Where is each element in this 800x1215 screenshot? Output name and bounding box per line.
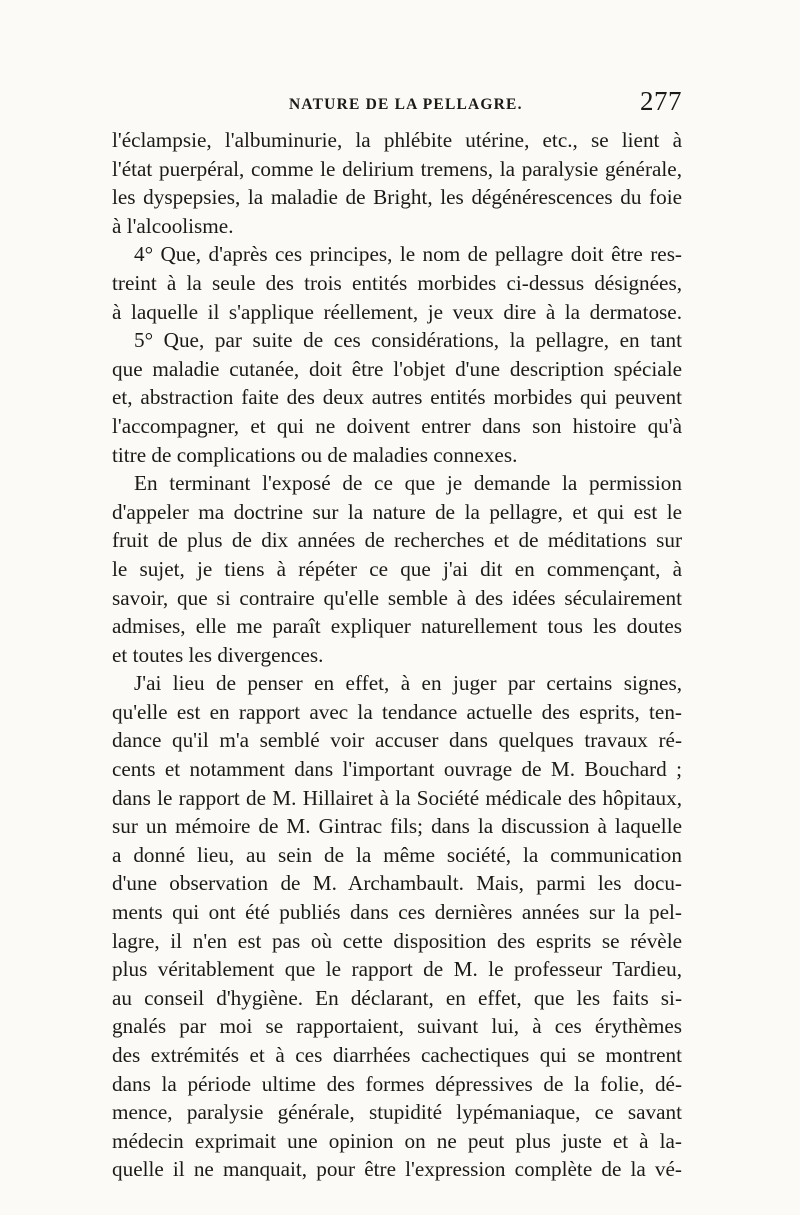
text-line: savoir, que si contraire qu'elle semble à des idées séculairement <box>112 585 682 610</box>
page-header <box>112 86 682 124</box>
text-line: a donné lieu, au sein de la même société, la communication <box>112 842 682 867</box>
text-line: des extrémités et à ces diarrhées cachectiques qui se montrent <box>112 1043 682 1067</box>
text-line: l'accompagner, et qui ne doivent entrer dans son histoire qu'à <box>112 413 682 438</box>
text-line: plus véritablement que le rapport de M. le professeur Tardieu, <box>112 957 682 982</box>
text-line: treint à la seule des trois entités morbides ci-dessus désignées, <box>112 270 682 295</box>
running-title: NATURE DE LA PELLAGRE. <box>289 96 523 113</box>
text-line: cents et notamment dans l'important ouvrage de M. Bouchard ; <box>112 757 682 782</box>
page-number: 277 <box>640 86 682 116</box>
text-line: et toutes les divergences. <box>112 642 324 667</box>
body-text <box>112 126 682 1184</box>
text-line: En terminant l'exposé de ce que je demande la permission <box>134 471 682 496</box>
text-line: ments qui ont été publiés dans ces dernières années sur la pel- <box>112 900 682 925</box>
text-line: le sujet, je tiens à répéter ce que j'ai dit en commençant, à <box>112 556 682 581</box>
text-line: d'appeler ma doctrine sur la nature de la pellagre, et qui est le <box>112 499 682 524</box>
text-line: dance qu'il m'a semblé voir accuser dans quelques travaux ré- <box>112 728 682 753</box>
text-line: 5° Que, par suite de ces considérations, la pellagre, en tant <box>134 328 682 353</box>
text-line: et, abstraction faite des deux autres entités morbides qui peuvent <box>112 385 682 410</box>
text-line: qu'elle est en rapport avec la tendance actuelle des esprits, ten- <box>112 699 682 724</box>
text-line: que maladie cutanée, doit être l'objet d'une description spéciale <box>112 356 682 381</box>
text-line: dans le rapport de M. Hillairet à la Société médicale des hôpitaux, <box>112 785 682 810</box>
text-line: gnalés par moi se rapportaient, suivant lui, à ces érythèmes <box>112 1014 682 1039</box>
text-line: titre de complications ou de maladies connexes. <box>112 442 518 467</box>
text-line: 4° Que, d'après ces principes, le nom de pellagre doit être res- <box>134 242 682 267</box>
text-line: quelle il ne manquait, pour être l'expression complète de la vé- <box>112 1157 682 1182</box>
text-line: médecin exprimait une opinion on ne peut plus juste et à la- <box>112 1128 682 1153</box>
text-line: au conseil d'hygiène. En déclarant, en effet, que les faits si- <box>112 985 682 1010</box>
text-line: lagre, il n'en est pas où cette disposition des esprits se révèle <box>112 928 682 953</box>
text-line: admises, elle me paraît expliquer naturellement tous les doutes <box>112 614 682 639</box>
text-line: d'une observation de M. Archambault. Mais, parmi les docu- <box>112 871 682 896</box>
text-line: dans la période ultime des formes dépressives de la folie, dé- <box>112 1071 682 1096</box>
text-line: l'état puerpéral, comme le delirium tremens, la paralysie générale, <box>112 156 682 181</box>
text-line: les dyspepsies, la maladie de Bright, les dégénérescences du foie <box>112 185 682 210</box>
text-line: fruit de plus de dix années de recherches et de méditations sur <box>112 528 682 553</box>
text-line: à laquelle il s'applique réellement, je veux dire à la dermatose. <box>112 299 682 324</box>
text-line: J'ai lieu de penser en effet, à en juger par certains signes, <box>134 671 682 696</box>
text-line: à l'alcoolisme. <box>112 213 234 238</box>
text-line: l'éclampsie, l'albuminurie, la phlébite utérine, etc., se lient à <box>112 128 682 152</box>
text-line: sur un mémoire de M. Gintrac fils; dans la discussion à laquelle <box>112 814 682 839</box>
text-line: mence, paralysie générale, stupidité lypémaniaque, ce savant <box>112 1100 682 1125</box>
